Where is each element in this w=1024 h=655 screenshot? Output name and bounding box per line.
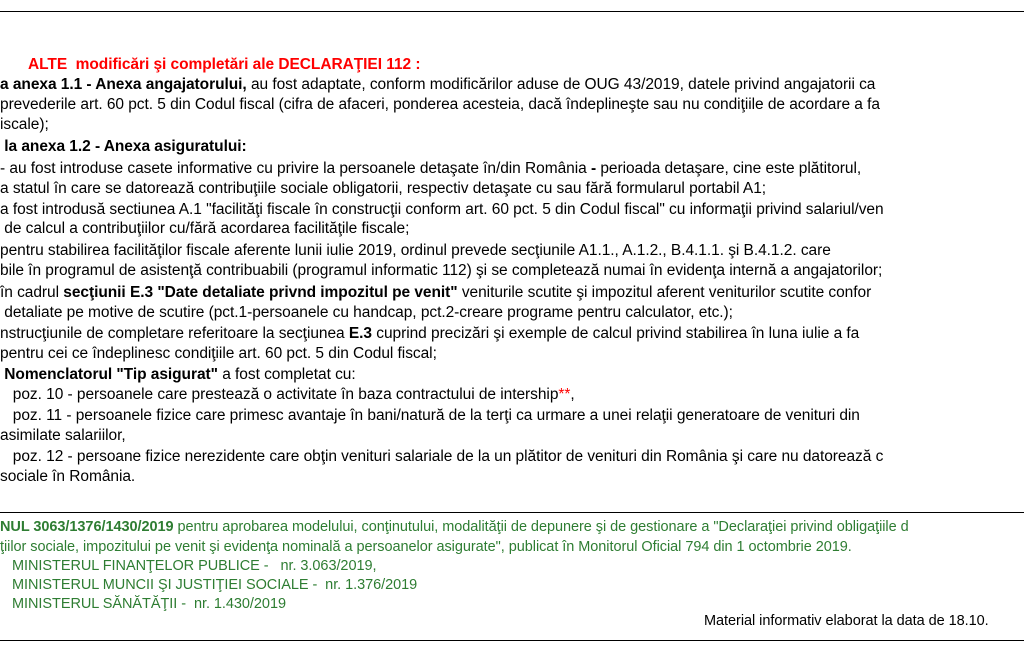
bullet-4-line-1 [0,284,871,302]
poz-12-line-2: sociale în România. [0,468,136,485]
bullet-1-line-2: a statul în care se datorează contribuţiile sociale obligatorii, respectiv detaşate cu sau fără formularul portabil A1; [0,180,767,197]
annex-1-1-line-3: iscale); [0,116,49,133]
annex-1-1-line-2: prevederile art. 60 pct. 5 din Codul fiscal (cifra de afaceri, ponderea acesteia, dacă îndeplineşte sau nu condiţiile de acordare a fa [0,96,880,113]
bullet-3-line-1: pentru stabilirea facilităţilor fiscale aferente lunii iulie 2019, ordinul prevede secţiunile A1.1., A.1.2., B.4.1.1. şi B.4.1.2. care [0,242,831,259]
nomenclator-title: Nomenclatorul "Tip asigurat" [0,366,218,383]
poz-10-line [0,386,575,404]
bullet-5-line-1 [0,325,859,343]
bullet-2-line-1: a fost introdusă sectiunea A.1 "facilităţi fiscale în construcţii conform art. 60 pct. 5 din Codul fiscal" cu informaţii privind salariul/ven [0,201,884,218]
bullet-4-text: în cadrul [0,284,64,301]
bullet-1-line-1 [0,160,861,178]
footer-note: Material informativ elaborat la data de 18.10. [704,613,989,629]
ministry-finance: MINISTERUL FINANŢELOR PUBLICE - nr. 3.063/2019, [12,558,377,574]
bottom-rule [0,640,1024,641]
annex-1-1-line-1 [0,76,875,94]
order-top-rule [0,512,1024,513]
section-e3-ref: E.3 [348,325,372,342]
bullet-1-text: - au fost introduse casete informative cu privire la persoanele detaşate în/din România [0,160,591,177]
bullet-6-line [0,366,356,384]
bullet-4-text-2: veniturile scutite şi impozitul aferent veniturilor scutite confor [457,284,872,301]
nomenclator-text: a fost completat cu: [217,366,356,383]
bullet-1-text-2: perioada detaşare, cine este plătitorul, [596,160,862,177]
poz-10-text: poz. 10 - persoanele care prestează o activitate în baza contractului de intership [0,386,559,403]
order-line-1 [0,518,909,536]
bullet-5-text: nstrucţiunile de completare referitoare la secţiunea [0,325,349,342]
section-heading: ALTE modificări şi completări ale DECLARAŢIEI 112 : [28,56,421,73]
bullet-5-text-2: cuprind precizări şi exemple de calcul privind stabilirea în luna iulie a fa [372,325,860,342]
footnote-marker: ** [558,386,571,403]
bullet-2-line-2: de calcul a contribuţiilor cu/fără acordarea facilităţile fiscale; [0,220,410,237]
bullet-4-line-2: detaliate pe motive de scutire (pct.1-persoanele cu handcap, pct.2-creare programe pentru calculator, etc.); [0,304,733,321]
poz-11-line-1: poz. 11 - persoanele fizice care primesc avantaje în bani/natură de la terţi ca urmare a unei relaţii generatoare de venituri din [0,407,860,424]
poz-12-line-1: poz. 12 - persoane fizice nerezidente care obţin venituri salariale de la un plătitor de venituri din România şi care nu datorează c [0,448,884,465]
annex-1-1-text: au fost adaptate, conform modificărilor aduse de OUG 43/2019, datele privind angajatorii ca [246,76,876,93]
bullet-1-dash: - [590,160,597,177]
ministry-labour: MINISTERUL MUNCII ŞI JUSTIŢIEI SOCIALE - nr. 1.376/2019 [12,577,418,593]
order-description: pentru aprobarea modelului, conţinutului, modalităţii de depunere şi de gestionare a "Declaraţiei privind obligaţiile d [173,519,909,535]
poz-10-end: , [570,386,575,403]
section-e3-title: secţiunii E.3 "Date detaliate privnd impozitul pe venit" [63,284,458,301]
bullet-5-line-2: pentru cei ce îndeplinesc condiţiile art. 60 pct. 5 din Codul fiscal; [0,345,437,362]
bullet-3-line-2: bile în programul de asistenţă contribuabili (programul informatic 112) şi se completează numai în evidenţa internă a angajatorilor; [0,262,883,279]
ministry-health: MINISTERUL SĂNĂTĂŢII - nr. 1.430/2019 [12,596,286,612]
order-number: NUL 3063/1376/1430/2019 [0,519,174,535]
top-rule [0,11,1024,12]
order-line-2: ţiilor sociale, impozitului pe venit şi evidenţa nominală a persoanelor asigurate", publicat în Monitorul Oficial 794 din 1 octombrie 2019. [0,539,852,555]
annex-1-2-title: la anexa 1.2 - Anexa asiguratului: [0,138,247,155]
poz-11-line-2: asimilate salariilor, [0,427,126,444]
annex-1-1-title: a anexa 1.1 - Anexa angajatorului, [0,76,247,93]
